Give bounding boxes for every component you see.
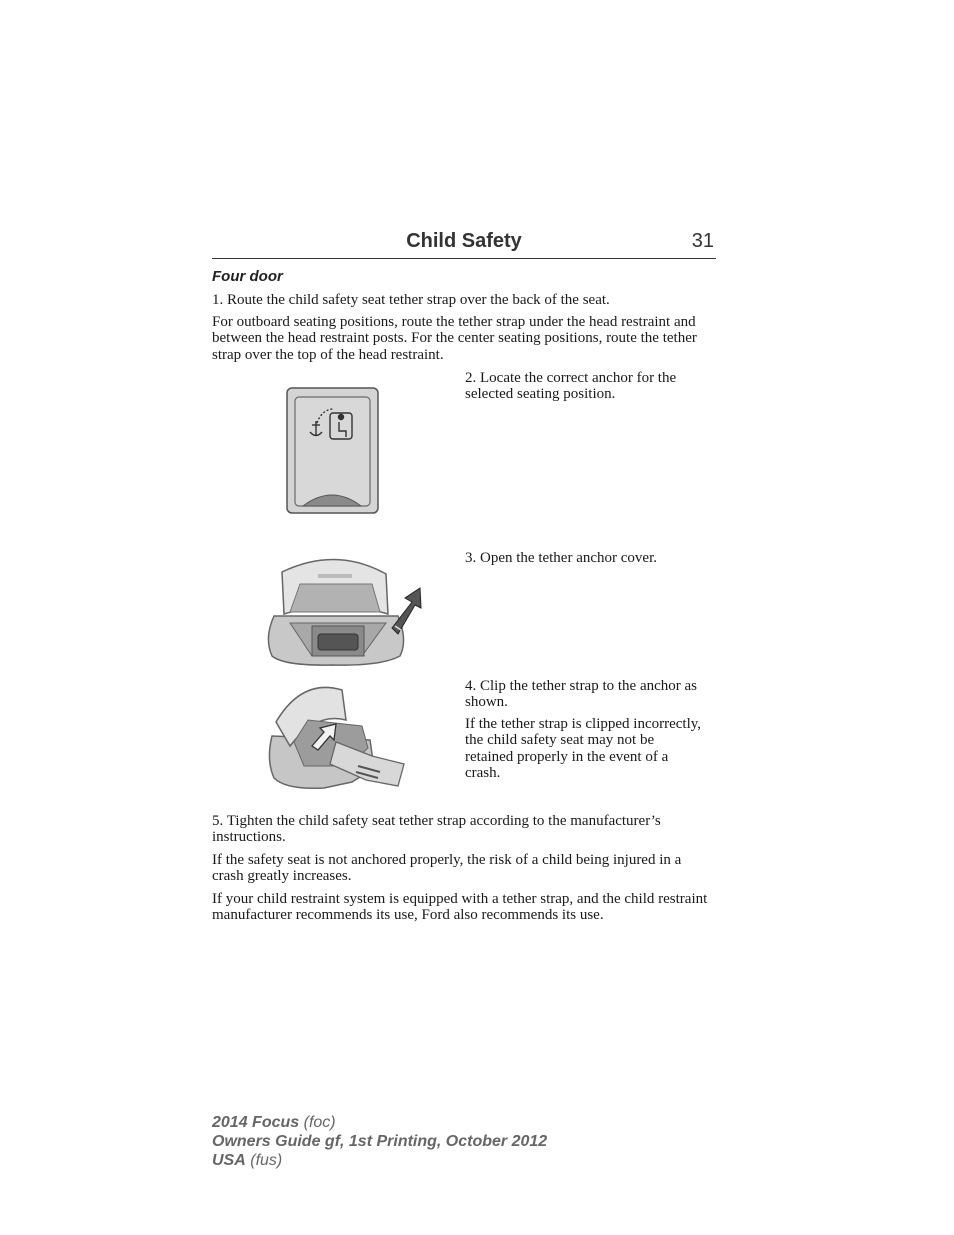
tether-anchor-tag-illustration	[284, 385, 382, 517]
step-5-text: 5. Tighten the child safety seat tether strap according to the manufacturer’s instructions.	[212, 813, 661, 846]
footer-model: 2014 Focus	[212, 1114, 300, 1131]
footer-market-code: (fus)	[250, 1152, 283, 1169]
footer-line-2	[212, 1132, 547, 1151]
footer-model-code: (foc)	[303, 1114, 336, 1131]
footer-line-1	[212, 1113, 547, 1132]
page-number: 31	[691, 230, 714, 252]
anchoring-note: If the safety seat is not anchored properly, the risk of a child being injured in a crash greatly increases.	[212, 852, 682, 885]
footer-line-3	[212, 1151, 547, 1170]
step-4-text: 4. Clip the tether strap to the anchor as shown.	[465, 678, 698, 711]
section-subheading: Four door	[212, 268, 283, 285]
page-header	[212, 228, 716, 259]
tether-recommendation-note: If your child restraint system is equipped with a tether strap, and the child restraint manufacturer recommends its use, Ford also recommends its use.	[212, 891, 708, 924]
open-anchor-cover-illustration	[262, 548, 427, 670]
page-title: Child Safety	[406, 230, 522, 252]
step-1-text: 1. Route the child safety seat tether strap over the back of the seat.	[212, 292, 610, 308]
step-4-warning: If the tether strap is clipped incorrectly, the child safety seat may not be retained properly in the event of a crash.	[465, 716, 702, 781]
step-2-text: 2. Locate the correct anchor for the selected seating position.	[465, 370, 677, 403]
footer-printing: Owners Guide gf, 1st Printing, October 2012	[212, 1133, 548, 1150]
page-footer	[212, 1113, 547, 1170]
open-direction-arrow-icon	[392, 588, 421, 634]
clip-tether-strap-illustration	[264, 682, 406, 798]
footer-market: USA	[212, 1152, 246, 1169]
step-3-text: 3. Open the tether anchor cover.	[465, 550, 658, 566]
step-1-note: For outboard seating positions, route the tether strap under the head restraint and between the head restraint posts. For the center seating positions, route the tether strap over the top of the head restraint.	[212, 314, 697, 363]
